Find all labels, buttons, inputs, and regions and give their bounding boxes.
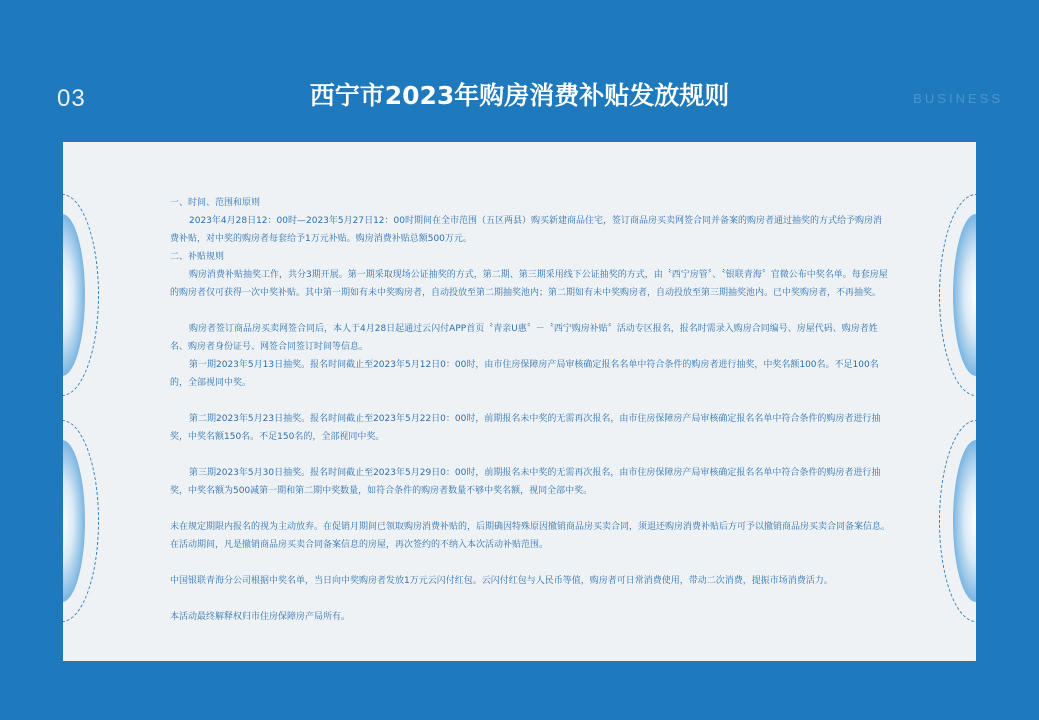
decor-right-top [939,194,976,399]
paragraph-lottery-rules: 购房消费补贴抽奖工作，共分3期开展。第一期采取现场公证抽奖的方式，第二期、第三期采用线下公证抽奖的方式，由〝西宁房管〞、〝银联青海〞官微公布中奖名单。每套房屋的购房者仅可获得一次中奖补贴。其中第一期如有未中奖购房者，自动投放至第二期抽奖池内；第二期如有未中奖购房者，自动投放至第三期抽奖池内。已中奖购房者，不再抽奖。 [170,270,888,298]
business-tag: BUSINESS [913,91,1003,106]
paragraph-time-scope: 2023年4月28日12：00时—2023年5月27日12：00时期间在全市范围（五区两县）购买新建商品住宅，签订商品房买卖网签合同并备案的购房者通过抽奖的方式给予购房消费补贴，对中奖的购房者每套给予1万元补贴。购房消费补贴总额500万元。 [170,216,882,244]
rules-text [170,194,890,626]
paragraph-registration: 购房者签订商品房买卖网签合同后，本人于4月28日起通过云闪付APP首页〝青亲U惠〞－〝西宁购房补贴〞活动专区报名，报名时需录入购房合同编号、房屋代码、购房者姓名、购房者身份证号、网签合同签订时间等信息。 [170,324,878,352]
paragraph-phase-3: 第三期2023年5月30日抽奖。报名时间截止至2023年5月29日0：00时，前期报名未中奖的无需再次报名，由市住房保障房产局审核确定报名名单中符合条件的购房者进行抽奖，中奖名额为500减第一期和第二期中奖数量，如符合条件的购房者数量不够中奖名额，视同全部中奖。 [170,468,881,496]
content-panel [63,142,976,661]
decor-left-bottom [63,420,101,625]
paragraph-phase-2: 第二期2023年5月23日抽奖。报名时间截止至2023年5月22日0：00时，前期报名未中奖的无需再次报名，由市住房保障房产局审核确定报名名单中符合条件的购房者进行抽奖，中奖名额150名。不足150名的，全部视同中奖。 [170,414,881,442]
decor-left-top [63,194,101,399]
paragraph-forfeit: 未在规定期限内报名的视为主动放弃。在促销月期间已领取购房消费补贴的，后期确因特殊原因撤销商品房买卖合同，须退还购房消费补贴后方可予以撤销商品房买卖合同备案信息。在活动期间，凡是撤销商品房买卖合同备案信息的房屋，再次签约的不纳入本次活动补贴范围。 [170,522,891,550]
section-heading-2: 二、补贴规则 [170,252,225,262]
section-number: 03 [57,85,86,112]
paragraph-unionpay: 中国银联青海分公司根据中奖名单，当日向中奖购房者发放1万元云闪付红包。云闪付红包与人民币等值，购房者可日常消费使用，带动二次消费，提振市场消费活力。 [170,576,833,586]
page-title: 西宁市2023年购房消费补贴发放规则 [309,81,730,110]
paragraph-phase-1: 第一期2023年5月13日抽奖。报名时间截止至2023年5月12日0：00时，由市住房保障房产局审核确定报名名单中符合条件的购房者进行抽奖，中奖名额100名。不足100名的，全部视同中奖。 [170,360,879,388]
paragraph-interpretation: 本活动最终解释权归市住房保障房产局所有。 [170,612,351,622]
decor-right-bottom [939,420,976,625]
section-heading-1: 一、时间、范围和原则 [170,198,261,208]
